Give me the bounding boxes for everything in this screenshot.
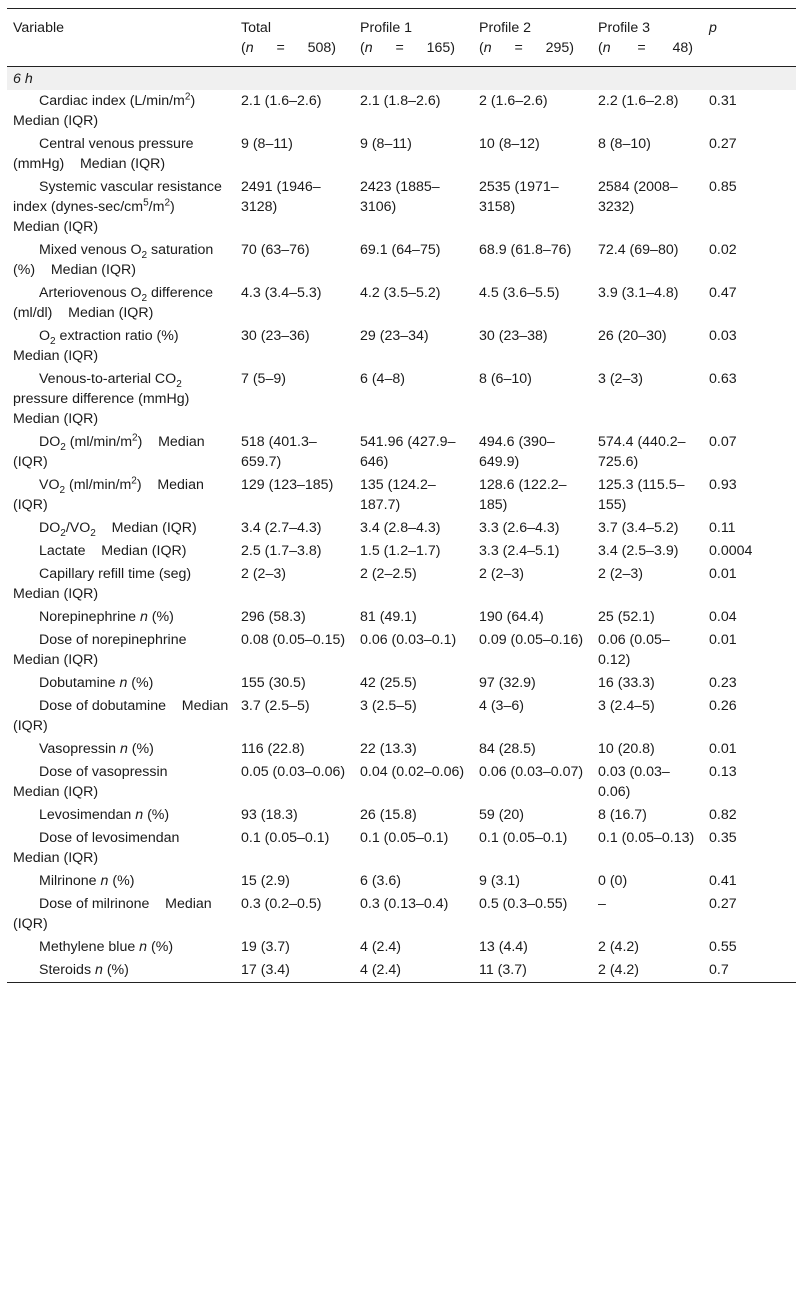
header-total-n-eq: = [276,40,285,56]
cell-profile-1: 29 (23–34) [360,328,429,344]
variable-name: Milrinone n (%) [39,873,135,889]
cell-total: 0.05 (0.03–0.06) [241,764,346,780]
cell-profile-1: 3.4 (2.8–4.3) [360,520,441,536]
cell-profile-1: 0.06 (0.03–0.1) [360,632,457,648]
table-row [7,540,796,563]
cell-profile-3: 574.4 (440.2–725.6) [598,434,686,470]
header-profile-1-n-prefix: (n [360,40,373,56]
cell-profile-2: 11 (3.7) [479,962,527,978]
cell-profile-2: 68.9 (61.8–76) [479,242,572,258]
cell-p-value: 0.35 [709,830,737,846]
header-profile-1-n-eq: = [395,40,404,56]
cell-profile-3: 3 (2.4–5) [598,698,655,714]
variable-name: $VO_2$ $(ml/\min/m^2)$ Median (IQR) [13,475,204,513]
cell-p-value: 0.41 [709,873,737,889]
variable-name: Methylene blue n (%) [39,939,174,955]
cell-profile-3: 2 (2–3) [598,566,643,582]
header-total [235,9,354,67]
table-row [7,606,796,629]
hemodynamic-table [7,8,796,983]
table-row [7,239,796,282]
table-row [7,90,796,133]
cell-profile-1: 0.3 (0.13–0.4) [360,896,449,912]
cell-total: 3.7 (2.5–5) [241,698,310,714]
variable-name: $O_2$ extraction ratio (%) Median (IQR) [13,328,191,364]
cell-total: 0.08 (0.05–0.15) [241,632,346,648]
header-total-label: Total [241,20,271,36]
cell-profile-3: 3.7 (3.4–5.2) [598,520,679,536]
table-row [7,517,796,540]
variable-name: Norepinephrine n (%) [39,609,174,625]
header-profile-1-n-value: 165) [426,40,455,56]
table-row [7,176,796,239]
cell-profile-2: 190 (64.4) [479,609,544,625]
cell-profile-1: 4 (2.4) [360,962,402,978]
variable-name: Venous-to-arterial $CO_2$ pressure difference (mmHg) Median (IQR) [13,371,202,427]
cell-profile-1: 2.1 (1.8–2.6) [360,93,441,109]
section-row [7,67,796,91]
header-profile-3-n-eq: = [637,40,646,56]
variable-name: Cardiac index $(L/\min/m^2)$ Median (IQR) [13,91,207,129]
header-profile-1-n [360,38,455,58]
header-variable: Variable [13,20,64,36]
cell-p-value: 0.26 [709,698,737,714]
cell-profile-3: 0 (0) [598,873,628,889]
cell-profile-1: 6 (3.6) [360,873,402,889]
cell-profile-2: 4.5 (3.6–5.5) [479,285,560,301]
header-p-value: p [709,20,717,36]
table-row [7,893,796,936]
table-row [7,133,796,176]
cell-profile-1: 42 (25.5) [360,675,417,691]
table-row [7,870,796,893]
cell-total: 2.5 (1.7–3.8) [241,543,322,559]
section-label: 6 h [7,67,796,91]
cell-profile-2: 8 (6–10) [479,371,532,387]
table-header [7,9,796,67]
cell-profile-3: 3.9 (3.1–4.8) [598,285,679,301]
cell-total: 3.4 (2.7–4.3) [241,520,322,536]
cell-p-value: 0.47 [709,285,737,301]
variable-name: Levosimendan n (%) [39,807,170,823]
cell-total: 9 (8–11) [241,136,293,152]
cell-p-value: 0.82 [709,807,737,823]
cell-total: 129 (123–185) [241,477,334,493]
cell-p-value: 0.07 [709,434,737,450]
cell-profile-1: 2423 (1885–3106) [360,179,440,215]
header-row [7,9,796,67]
cell-profile-1: 1.5 (1.2–1.7) [360,543,441,559]
cell-profile-2: 84 (28.5) [479,741,536,757]
cell-total: 7 (5–9) [241,371,286,387]
cell-total: 0.3 (0.2–0.5) [241,896,322,912]
variable-name: Steroids n (%) [39,962,129,978]
variable-name: Dose of levosimendan Median (IQR) [13,830,192,866]
cell-total: 116 (22.8) [241,741,305,757]
cell-profile-2: 2535 (1971–3158) [479,179,559,215]
cell-p-value: 0.13 [709,764,737,780]
cell-profile-1: 4 (2.4) [360,939,402,955]
header-profile-1-label: Profile 1 [360,20,413,36]
variable-name: Capillary refill time (seg) Median (IQR) [13,566,203,602]
header-profile-3-n-prefix: (n [598,40,611,56]
cell-profile-2: 2 (1.6–2.6) [479,93,548,109]
cell-p-value: 0.11 [709,520,736,536]
cell-profile-1: 541.96 (427.9–646) [360,434,456,470]
header-profile-3-label: Profile 3 [598,20,651,36]
table-row [7,738,796,761]
cell-p-value: 0.63 [709,371,737,387]
cell-profile-1: 22 (13.3) [360,741,417,757]
variable-name: Dose of norepinephrine Median (IQR) [13,632,199,668]
cell-total: 2491 (1946–3128) [241,179,321,215]
cell-profile-1: 0.04 (0.02–0.06) [360,764,465,780]
table-row [7,431,796,474]
cell-profile-3: 2584 (2008–3232) [598,179,678,215]
cell-profile-1: 4.2 (3.5–5.2) [360,285,441,301]
cell-p-value: 0.55 [709,939,737,955]
cell-total: 2 (2–3) [241,566,286,582]
cell-p-value: 0.93 [709,477,737,493]
cell-profile-3: 3 (2–3) [598,371,643,387]
header-profile-2 [473,9,592,67]
header-profile-2-n-value: 295) [545,40,574,56]
cell-total: 4.3 (3.4–5.3) [241,285,322,301]
cell-total: 518 (401.3–659.7) [241,434,317,470]
cell-profile-3: 0.06 (0.05–0.12) [598,632,670,668]
cell-profile-2: 128.6 (122.2–185) [479,477,567,513]
header-profile-2-n-prefix: (n [479,40,492,56]
cell-total: 0.1 (0.05–0.1) [241,830,330,846]
cell-total: 70 (63–76) [241,242,310,258]
header-profile-2-n-eq: = [514,40,523,56]
cell-p-value: 0.27 [709,896,737,912]
cell-profile-2: 3.3 (2.6–4.3) [479,520,560,536]
cell-profile-3: 26 (20–30) [598,328,667,344]
header-profile-2-n [479,38,574,58]
cell-profile-2: 2 (2–3) [479,566,524,582]
cell-p-value: 0.31 [709,93,737,109]
cell-profile-3: – [598,896,606,912]
table-row [7,827,796,870]
header-profile-3-n-value: 48) [672,40,693,56]
variable-name: Vasopressin n (%) [39,741,154,757]
cell-profile-3: 2 (4.2) [598,939,640,955]
cell-profile-1: 3 (2.5–5) [360,698,417,714]
cell-total: 19 (3.7) [241,939,290,955]
cell-total: 17 (3.4) [241,962,290,978]
cell-profile-3: 2.2 (1.6–2.8) [598,93,679,109]
cell-total: 15 (2.9) [241,873,290,889]
variable-name: Dose of dobutamine Median (IQR) [13,698,229,734]
cell-profile-2: 494.6 (390–649.9) [479,434,555,470]
header-profile-1 [354,9,473,67]
cell-profile-3: 2 (4.2) [598,962,640,978]
cell-total: 30 (23–36) [241,328,310,344]
table-row [7,936,796,959]
cell-profile-2: 0.06 (0.03–0.07) [479,764,584,780]
cell-profile-2: 9 (3.1) [479,873,521,889]
cell-total: 296 (58.3) [241,609,306,625]
table-row [7,672,796,695]
cell-profile-3: 72.4 (69–80) [598,242,679,258]
cell-profile-2: 59 (20) [479,807,524,823]
table-row [7,761,796,804]
cell-profile-3: 0.1 (0.05–0.13) [598,830,695,846]
cell-profile-3: 10 (20.8) [598,741,655,757]
cell-profile-3: 16 (33.3) [598,675,655,691]
header-total-n-prefix: (n [241,40,254,56]
cell-profile-3: 8 (16.7) [598,807,647,823]
table-body [7,67,796,983]
cell-total: 155 (30.5) [241,675,306,691]
table-row [7,368,796,431]
cell-p-value: 0.04 [709,609,737,625]
cell-profile-1: 26 (15.8) [360,807,417,823]
cell-profile-3: 25 (52.1) [598,609,655,625]
variable-name: Dobutamine n (%) [39,675,154,691]
cell-p-value: 0.01 [709,741,737,757]
cell-profile-2: 0.09 (0.05–0.16) [479,632,584,648]
cell-p-value: 0.0004 [709,543,753,559]
header-profile-2-label: Profile 2 [479,20,532,36]
header-total-n [241,38,336,58]
variable-name: Systemic vascular resistance index $(dynes-\sec/cm^5/m^2)$ Median (IQR) [13,179,222,235]
cell-profile-2: 0.1 (0.05–0.1) [479,830,568,846]
cell-p-value: 0.23 [709,675,737,691]
header-profile-3 [592,9,703,67]
cell-profile-2: 10 (8–12) [479,136,540,152]
cell-profile-3: 3.4 (2.5–3.9) [598,543,679,559]
cell-profile-1: 2 (2–2.5) [360,566,417,582]
header-profile-3-n [598,38,693,58]
table-row [7,695,796,738]
variable-name: Lactate Median (IQR) [39,543,187,559]
variable-name: Dose of milrinone Median (IQR) [13,896,212,932]
cell-profile-3: 0.03 (0.03–0.06) [598,764,670,800]
cell-profile-2: 13 (4.4) [479,939,528,955]
cell-total: 93 (18.3) [241,807,298,823]
cell-profile-1: 0.1 (0.05–0.1) [360,830,449,846]
variable-name: Mixed venous $O_2$ saturation (%) Median (IQR) [13,242,214,278]
cell-profile-3: 125.3 (115.5–155) [598,477,685,513]
cell-profile-2: 97 (32.9) [479,675,536,691]
header-total-n-value: 508) [307,40,336,56]
cell-profile-3: 8 (8–10) [598,136,651,152]
cell-profile-2: 4 (3–6) [479,698,524,714]
table-row [7,629,796,672]
table-row [7,804,796,827]
cell-profile-1: 81 (49.1) [360,609,417,625]
cell-profile-1: 9 (8–11) [360,136,412,152]
cell-profile-2: 3.3 (2.4–5.1) [479,543,560,559]
cell-profile-1: 6 (4–8) [360,371,405,387]
cell-profile-1: 69.1 (64–75) [360,242,441,258]
cell-profile-1: 135 (124.2–187.7) [360,477,436,513]
table-row [7,474,796,517]
variable-name: Arteriovenous $O_2$ difference (ml/dl) Median (IQR) [13,285,214,321]
cell-p-value: 0.02 [709,242,737,258]
cell-profile-2: 0.5 (0.3–0.55) [479,896,568,912]
cell-p-value: 0.01 [709,632,737,648]
table-row [7,325,796,368]
table-row [7,959,796,983]
cell-p-value: 0.27 [709,136,737,152]
cell-p-value: 0.85 [709,179,737,195]
cell-p-value: 0.03 [709,328,737,344]
variable-name: $DO_2$ $(ml/\min/m^2)$ Median (IQR) [13,432,205,470]
table-row [7,282,796,325]
cell-total: 2.1 (1.6–2.6) [241,93,322,109]
table-row [7,563,796,606]
variable-name: $DO_2/VO_2$ Median (IQR) [39,520,197,539]
variable-name: Dose of vasopressin Median (IQR) [13,764,180,800]
variable-name: Central venous pressure (mmHg) Median (IQR) [13,136,194,172]
cell-profile-2: 30 (23–38) [479,328,548,344]
cell-p-value: 0.01 [709,566,737,582]
cell-p-value: 0.7 [709,962,729,978]
